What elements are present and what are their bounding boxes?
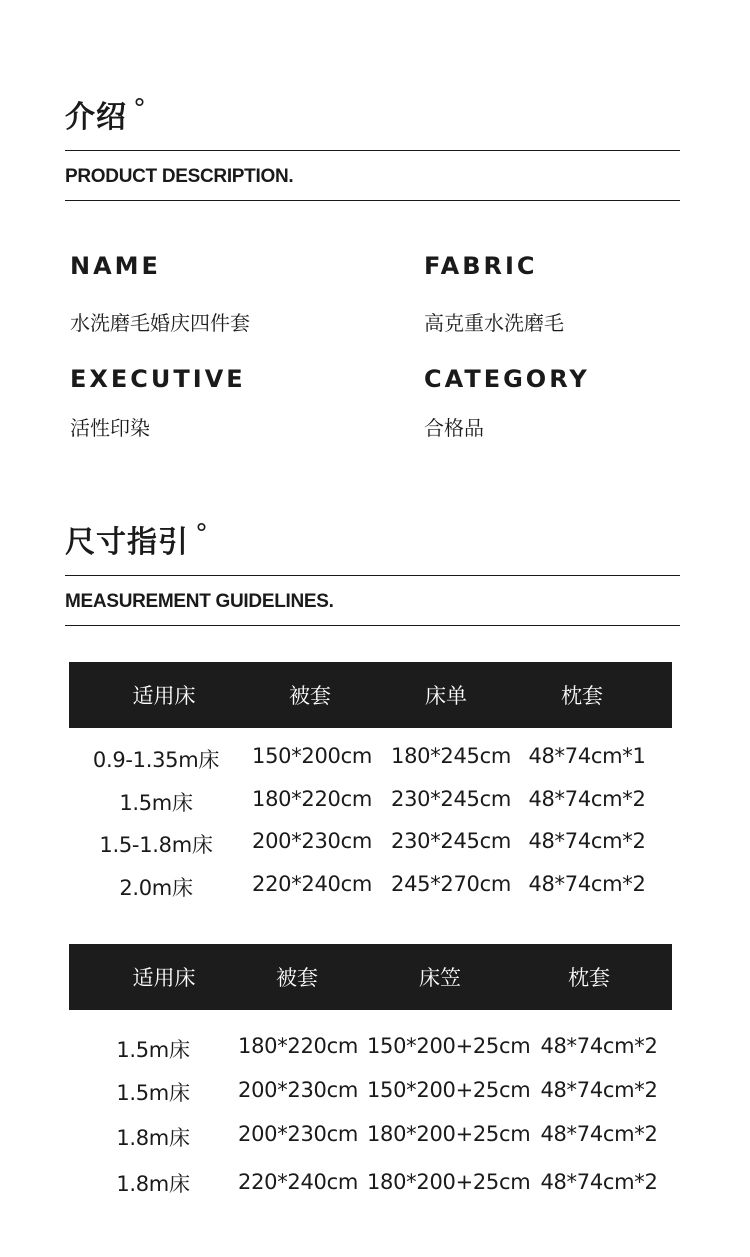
divider xyxy=(65,150,680,151)
size-subtitle: MEASUREMENT GUIDELINES. xyxy=(65,591,334,612)
table-cell: 48*74cm*2 xyxy=(540,1078,658,1102)
table-cell: 1.5m床 xyxy=(119,791,193,815)
field-value-name: 水洗磨毛婚庆四件套 xyxy=(70,311,250,335)
table-cell: 180*220cm xyxy=(238,1034,358,1058)
field-label-category: CATEGORY xyxy=(424,365,590,393)
table-cell: 48*74cm*2 xyxy=(540,1034,658,1058)
table2-header-cell: 被套 xyxy=(276,966,318,990)
table2-header-cell: 床笠 xyxy=(419,966,461,990)
divider xyxy=(65,200,680,201)
table2-header-cell: 枕套 xyxy=(568,966,610,990)
table-cell: 48*74cm*2 xyxy=(528,872,646,896)
table-cell: 2.0m床 xyxy=(119,876,193,900)
table-cell: 150*200+25cm xyxy=(367,1034,531,1058)
table-cell: 1.5m床 xyxy=(116,1081,190,1105)
size-title-text: 尺寸指引 xyxy=(65,525,189,560)
field-value-category: 合格品 xyxy=(424,416,484,440)
size-title xyxy=(65,517,209,561)
intro-subtitle: PRODUCT DESCRIPTION. xyxy=(65,166,294,187)
table-cell: 220*240cm xyxy=(252,872,372,896)
table-cell: 200*230cm xyxy=(238,1078,358,1102)
table2-header-cell: 适用床 xyxy=(132,966,196,990)
field-value-fabric: 高克重水洗磨毛 xyxy=(424,311,564,335)
table-cell: 150*200cm xyxy=(252,744,372,768)
table1-header xyxy=(69,662,672,728)
table-cell: 150*200+25cm xyxy=(367,1078,531,1102)
table-cell: 230*245cm xyxy=(391,787,511,811)
table-cell: 48*74cm*2 xyxy=(528,787,646,811)
field-label-executive: EXECUTIVE xyxy=(70,365,246,393)
table1-header-cell: 被套 xyxy=(289,684,331,708)
table-cell: 180*200+25cm xyxy=(367,1170,531,1194)
table2-header xyxy=(69,944,672,1010)
table-cell: 48*74cm*2 xyxy=(540,1170,658,1194)
divider xyxy=(65,625,680,626)
divider xyxy=(65,575,680,576)
field-value-executive: 活性印染 xyxy=(70,416,150,440)
table-cell: 200*230cm xyxy=(238,1122,358,1146)
degree-mark: ° xyxy=(133,94,147,124)
table1-header-cell: 枕套 xyxy=(561,684,603,708)
field-label-name: NAME xyxy=(70,252,161,280)
table-cell: 1.5m床 xyxy=(116,1038,190,1062)
table-cell: 1.5-1.8m床 xyxy=(99,833,213,857)
field-label-fabric: FABRIC xyxy=(424,252,538,280)
table-cell: 245*270cm xyxy=(391,872,511,896)
table-cell: 200*230cm xyxy=(252,829,372,853)
table-cell: 1.8m床 xyxy=(116,1172,190,1196)
table-cell: 0.9-1.35m床 xyxy=(92,748,220,772)
degree-mark: ° xyxy=(195,519,209,549)
table-cell: 48*74cm*1 xyxy=(528,744,646,768)
table-cell: 230*245cm xyxy=(391,829,511,853)
table-cell: 48*74cm*2 xyxy=(540,1122,658,1146)
intro-title-text: 介绍 xyxy=(65,100,127,135)
table-cell: 48*74cm*2 xyxy=(528,829,646,853)
intro-title xyxy=(65,92,147,136)
table-cell: 180*200+25cm xyxy=(367,1122,531,1146)
table-cell: 1.8m床 xyxy=(116,1126,190,1150)
table1-header-cell: 床单 xyxy=(425,684,467,708)
table1-header-cell: 适用床 xyxy=(132,684,196,708)
table-cell: 180*220cm xyxy=(252,787,372,811)
table-cell: 180*245cm xyxy=(391,744,511,768)
table-cell: 220*240cm xyxy=(238,1170,358,1194)
